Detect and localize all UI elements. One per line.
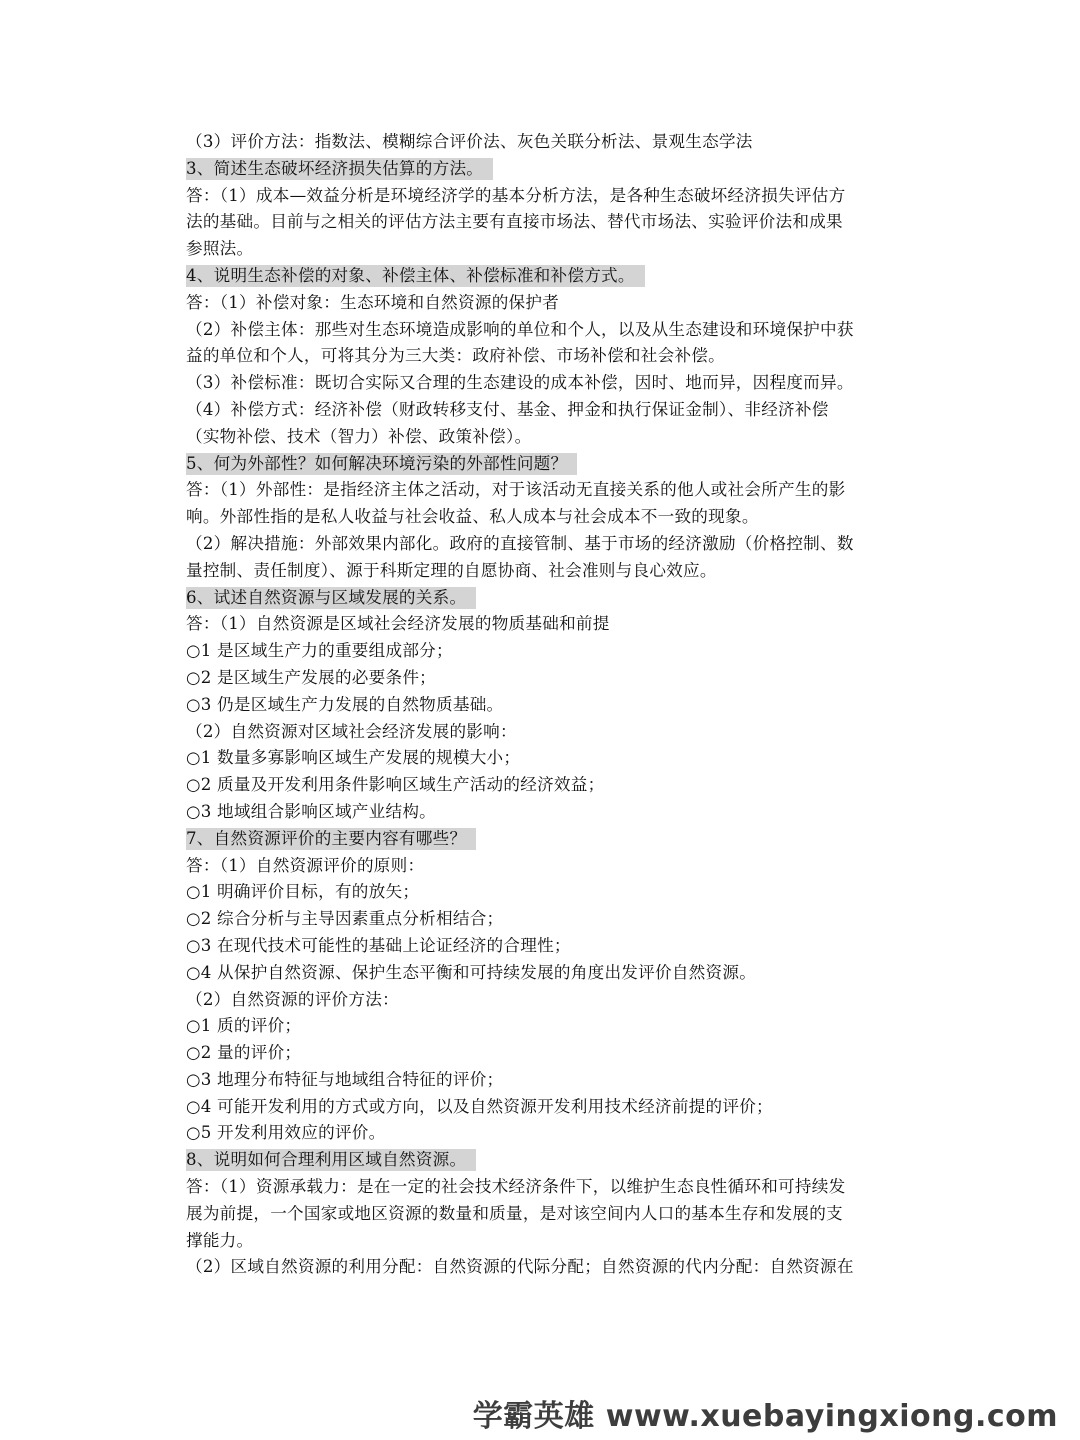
- question-heading-text: 3、简述生态破坏经济损失估算的方法。: [186, 158, 493, 180]
- text-line: [186, 638, 898, 665]
- text-line-content: （2）自然资源对区域社会经济发展的影响：: [186, 721, 517, 741]
- text-line: [186, 290, 898, 317]
- question-heading: [186, 263, 898, 290]
- text-line-content: 答：（1）资源承载力：是在一定的社会技术经济条件下，以维护生态良性循环和可持续发: [186, 1177, 846, 1197]
- text-line-content: （实物补偿、技术（智力）补偿、政策补偿）。: [186, 426, 532, 446]
- text-line: [186, 129, 898, 156]
- text-line-content: 参照法。: [186, 239, 254, 259]
- text-line-content: 答：（1）成本—效益分析是环境经济学的基本分析方法，是各种生态破坏经济损失评估方: [186, 185, 846, 205]
- text-line: [186, 745, 898, 772]
- text-line: [186, 531, 898, 558]
- site-watermark: 学霸英雄 www.xuebayingxiong.com: [472, 1399, 1058, 1434]
- text-line: [186, 1201, 898, 1228]
- text-line-content: ○2 综合分析与主导因素重点分析相结合；: [186, 909, 504, 929]
- text-line-content: （3）补偿标准：既切合实际又合理的生态建设的成本补偿，因时、地而异，因程度而异。: [186, 373, 854, 393]
- text-line-content: 答：（1）自然资源是区域社会经济发展的物质基础和前提: [186, 614, 610, 634]
- text-line: [186, 209, 898, 236]
- document-body: [186, 129, 898, 1281]
- text-line-content: 展为前提，一个国家或地区资源的数量和质量，是对该空间内人口的基本生存和发展的支: [186, 1203, 843, 1223]
- text-line-content: 益的单位和个人，可将其分为三大类：政府补偿、市场补偿和社会补偿。: [186, 346, 725, 366]
- text-line-content: （2）区域自然资源的利用分配：自然资源的代际分配；自然资源的代内分配：自然资源在: [186, 1257, 854, 1277]
- text-line-content: ○2 是区域生产发展的必要条件；: [186, 667, 437, 687]
- text-line: [186, 424, 898, 451]
- text-line: [186, 504, 898, 531]
- text-line: [186, 317, 898, 344]
- text-line: [186, 370, 898, 397]
- text-line-content: 答：（1）自然资源评价的原则：: [186, 855, 425, 875]
- text-line-content: ○1 是区域生产力的重要组成部分；: [186, 641, 453, 661]
- text-line-content: ○1 数量多寡影响区域生产发展的规模大小；: [186, 748, 521, 768]
- text-line-content: ○3 仍是区域生产力发展的自然物质基础。: [186, 694, 504, 714]
- question-heading-text: 8、说明如何合理利用区域自然资源。: [186, 1149, 476, 1171]
- text-line: [186, 1174, 898, 1201]
- text-line: [186, 1013, 898, 1040]
- question-heading-text: 5、何为外部性？如何解决环境污染的外部性问题？: [186, 453, 577, 475]
- text-line-content: 答：（1）外部性：是指经济主体之活动，对于该活动无直接关系的他人或社会所产生的影: [186, 480, 846, 500]
- text-line: [186, 397, 898, 424]
- text-line: [186, 1094, 898, 1121]
- text-line: [186, 558, 898, 585]
- text-line-content: （3）评价方法：指数法、模糊综合评价法、灰色关联分析法、景观生态学法: [186, 132, 753, 151]
- text-line: [186, 183, 898, 210]
- question-heading-text: 4、说明生态补偿的对象、补偿主体、补偿标准和补偿方式。: [186, 265, 645, 287]
- text-line: [186, 343, 898, 370]
- text-line-content: ○4 从保护自然资源、保护生态平衡和可持续发展的角度出发评价自然资源。: [186, 962, 757, 982]
- text-line: [186, 906, 898, 933]
- text-line-content: 法的基础。目前与之相关的评估方法主要有直接市场法、替代市场法、实验评价法和成果: [186, 212, 843, 232]
- text-line-content: 量控制、责任制度）、源于科斯定理的自愿协商、社会准则与良心效应。: [186, 560, 717, 580]
- question-heading-text: 6、试述自然资源与区域发展的关系。: [186, 587, 476, 609]
- text-line-content: ○3 地理分布特征与地域组合特征的评价；: [186, 1069, 504, 1089]
- text-line: [186, 611, 898, 638]
- text-line-content: （4）补偿方式：经济补偿（财政转移支付、基金、押金和执行保证金制）、非经济补偿: [186, 399, 829, 419]
- text-line: [186, 772, 898, 799]
- text-line-content: ○2 量的评价；: [186, 1043, 302, 1063]
- text-line-content: （2）解决措施：外部效果内部化。政府的直接管制、基于市场的经济激励（价格控制、数: [186, 533, 854, 553]
- question-heading: [186, 1147, 898, 1174]
- text-line-content: 答：（1）补偿对象：生态环境和自然资源的保护者: [186, 292, 560, 312]
- text-line-content: （2）自然资源的评价方法：: [186, 989, 399, 1009]
- text-line: [186, 1228, 898, 1255]
- text-line: [186, 1254, 898, 1281]
- text-line: [186, 933, 898, 960]
- text-line-content: ○2 质量及开发利用条件影响区域生产活动的经济效益；: [186, 775, 605, 795]
- question-heading-text: 7、自然资源评价的主要内容有哪些？: [186, 828, 476, 850]
- text-line-content: 响。外部性指的是私人收益与社会收益、私人成本与社会成本不一致的现象。: [186, 507, 759, 527]
- text-line: [186, 692, 898, 719]
- text-line: [186, 236, 898, 263]
- text-line: [186, 879, 898, 906]
- question-heading: [186, 585, 898, 612]
- text-line-content: ○4 可能开发利用的方式或方向，以及自然资源开发利用技术经济前提的评价；: [186, 1096, 773, 1116]
- text-line-content: ○1 质的评价；: [186, 1016, 302, 1036]
- question-heading: [186, 826, 898, 853]
- text-line-content: （2）补偿主体：那些对生态环境造成影响的单位和个人，以及从生态建设和环境保护中获: [186, 319, 854, 339]
- text-line: [186, 719, 898, 746]
- text-line: [186, 1120, 898, 1147]
- text-line-content: ○3 地域组合影响区域产业结构。: [186, 801, 437, 821]
- text-line: [186, 799, 898, 826]
- text-line-content: ○5 开发利用效应的评价。: [186, 1123, 386, 1143]
- text-line-content: 撑能力。: [186, 1230, 254, 1250]
- text-line: [186, 987, 898, 1014]
- text-line: [186, 477, 898, 504]
- text-line: [186, 1067, 898, 1094]
- question-heading: [186, 156, 898, 183]
- text-line: [186, 853, 898, 880]
- text-line: [186, 960, 898, 987]
- text-line: [186, 1040, 898, 1067]
- question-heading: [186, 451, 898, 478]
- text-line: [186, 665, 898, 692]
- text-line-content: ○3 在现代技术可能性的基础上论证经济的合理性；: [186, 935, 571, 955]
- text-line-content: ○1 明确评价目标，有的放矢；: [186, 882, 420, 902]
